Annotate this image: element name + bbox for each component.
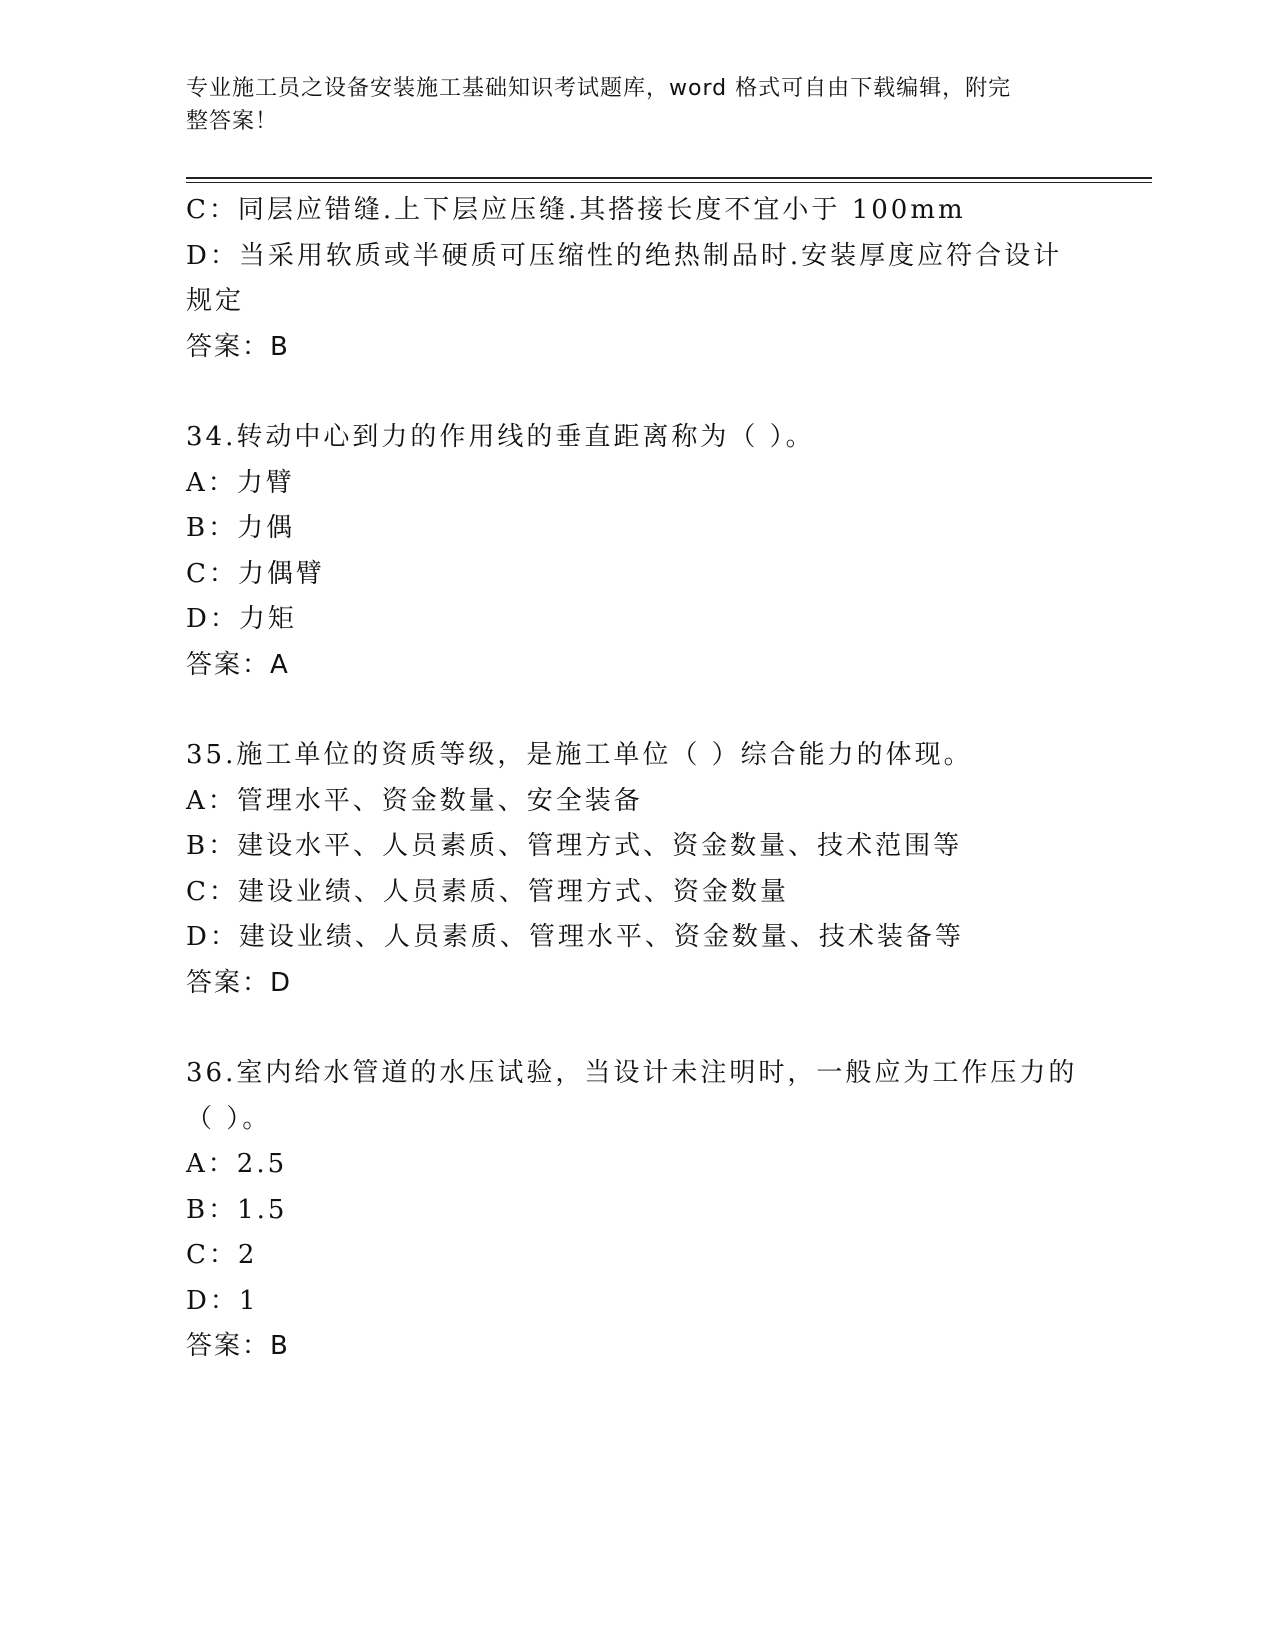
- option-a: A：力臂: [186, 467, 295, 498]
- answer: 答案：B: [186, 331, 290, 362]
- carryover-question: [186, 188, 1086, 370]
- question-36: [186, 1051, 1086, 1370]
- question-stem: 36.室内给水管道的水压试验，当设计未注明时，一般应为工作压力的: [186, 1058, 1078, 1088]
- option-d-continued: 规定: [186, 286, 245, 316]
- question-content: [186, 188, 1086, 1370]
- option-a: A：2.5: [186, 1149, 288, 1179]
- option-d: D：建设业绩、人员素质、管理水平、资金数量、技术装备等: [186, 922, 964, 952]
- option-d: D：当采用软质或半硬质可压缩性的绝热制品时.安装厚度应符合设计: [186, 240, 1063, 271]
- spacer: [186, 688, 1086, 733]
- option-a: A：管理水平、资金数量、安全装备: [186, 785, 643, 816]
- question-stem: 35.施工单位的资质等级，是施工单位（ ）综合能力的体现。: [186, 740, 973, 770]
- question-stem: 34.转动中心到力的作用线的垂直距离称为（ ）。: [186, 422, 815, 452]
- header-line-1: 专业施工员之设备安装施工基础知识考试题库，word 格式可自由下载编辑，附完: [186, 76, 1012, 101]
- question-stem-continued: （ ）。: [186, 1103, 272, 1134]
- spacer: [186, 1006, 1086, 1051]
- header-line-2: 整答案！: [186, 109, 279, 134]
- option-d: D：1: [186, 1285, 259, 1316]
- header-rule-thick: [186, 177, 1152, 179]
- question-34: [186, 415, 1086, 688]
- spacer: [186, 370, 1086, 415]
- answer: 答案：D: [186, 967, 293, 998]
- option-c: C：2: [186, 1240, 258, 1270]
- option-d: D：力矩: [186, 604, 297, 634]
- answer: 答案：A: [186, 649, 290, 680]
- header-rule-thin: [186, 182, 1152, 183]
- option-c: C：建设业绩、人员素质、管理方式、资金数量: [186, 876, 789, 907]
- option-b: B：力偶: [186, 513, 296, 543]
- option-c: C：同层应错缝.上下层应压缝.其搭接长度不宜小于 100mm: [186, 195, 966, 225]
- document-header: [186, 72, 1066, 138]
- option-c: C：力偶臂: [186, 558, 325, 589]
- option-b: B：建设水平、人员素质、管理方式、资金数量、技术范围等: [186, 831, 963, 861]
- option-b: B：1.5: [186, 1194, 288, 1225]
- answer: 答案：B: [186, 1331, 290, 1361]
- question-35: [186, 733, 1086, 1006]
